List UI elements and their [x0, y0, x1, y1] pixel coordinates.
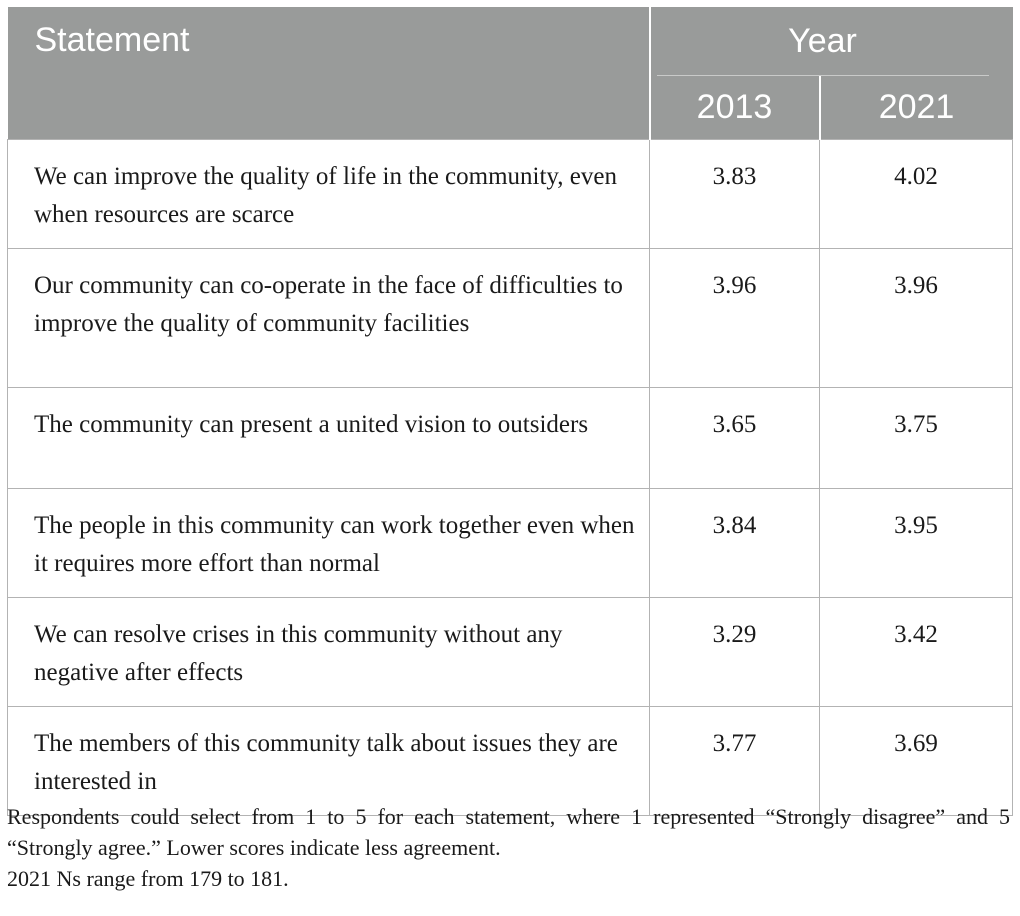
table-row [8, 489, 1013, 598]
header-year-2013: 2013 [650, 76, 820, 140]
table-row [8, 249, 1013, 388]
value-2021-cell: 3.42 [820, 598, 1013, 707]
statement-cell: We can resolve crises in this community without any negative after effects [8, 598, 650, 707]
statement-cell: The members of this community talk about issues they are interested in [8, 707, 650, 816]
value-2013-cell: 3.83 [650, 140, 820, 249]
header-statement-label: Statement [34, 21, 190, 59]
header-year-label: Year [657, 7, 989, 76]
value-2021-cell: 3.69 [820, 707, 1013, 816]
value-2021-cell: 3.95 [820, 489, 1013, 598]
footnote-scale-note: Respondents could select from 1 to 5 for each statement, where 1 represented “Strongly disagree” and 5 “Strongly agree.” Lower scores indicate less agreement. [7, 804, 1010, 860]
value-2013-cell: 3.96 [650, 249, 820, 388]
header-year [650, 7, 1013, 76]
value-2021-cell: 3.96 [820, 249, 1013, 388]
value-2013-cell: 3.29 [650, 598, 820, 707]
footnote-sample-note: 2021 Ns range from 179 to 181. [7, 866, 289, 891]
value-2021-cell: 3.75 [820, 388, 1013, 489]
results-table [7, 7, 1013, 816]
header-year-2021: 2021 [820, 76, 1013, 140]
table-footnote [7, 801, 1010, 894]
statement-cell: The people in this community can work together even when it requires more effort than normal [8, 489, 650, 598]
table-row [8, 598, 1013, 707]
statement-cell: Our community can co-operate in the face of difficulties to improve the quality of community facilities [8, 249, 650, 388]
table-row [8, 388, 1013, 489]
statement-cell: The community can present a united vision to outsiders [8, 388, 650, 489]
value-2013-cell: 3.65 [650, 388, 820, 489]
value-2013-cell: 3.77 [650, 707, 820, 816]
table-row [8, 140, 1013, 249]
value-2021-cell: 4.02 [820, 140, 1013, 249]
statement-cell: We can improve the quality of life in the community, even when resources are scarce [8, 140, 650, 249]
header-statement [8, 7, 650, 140]
value-2013-cell: 3.84 [650, 489, 820, 598]
table-row [8, 707, 1013, 816]
